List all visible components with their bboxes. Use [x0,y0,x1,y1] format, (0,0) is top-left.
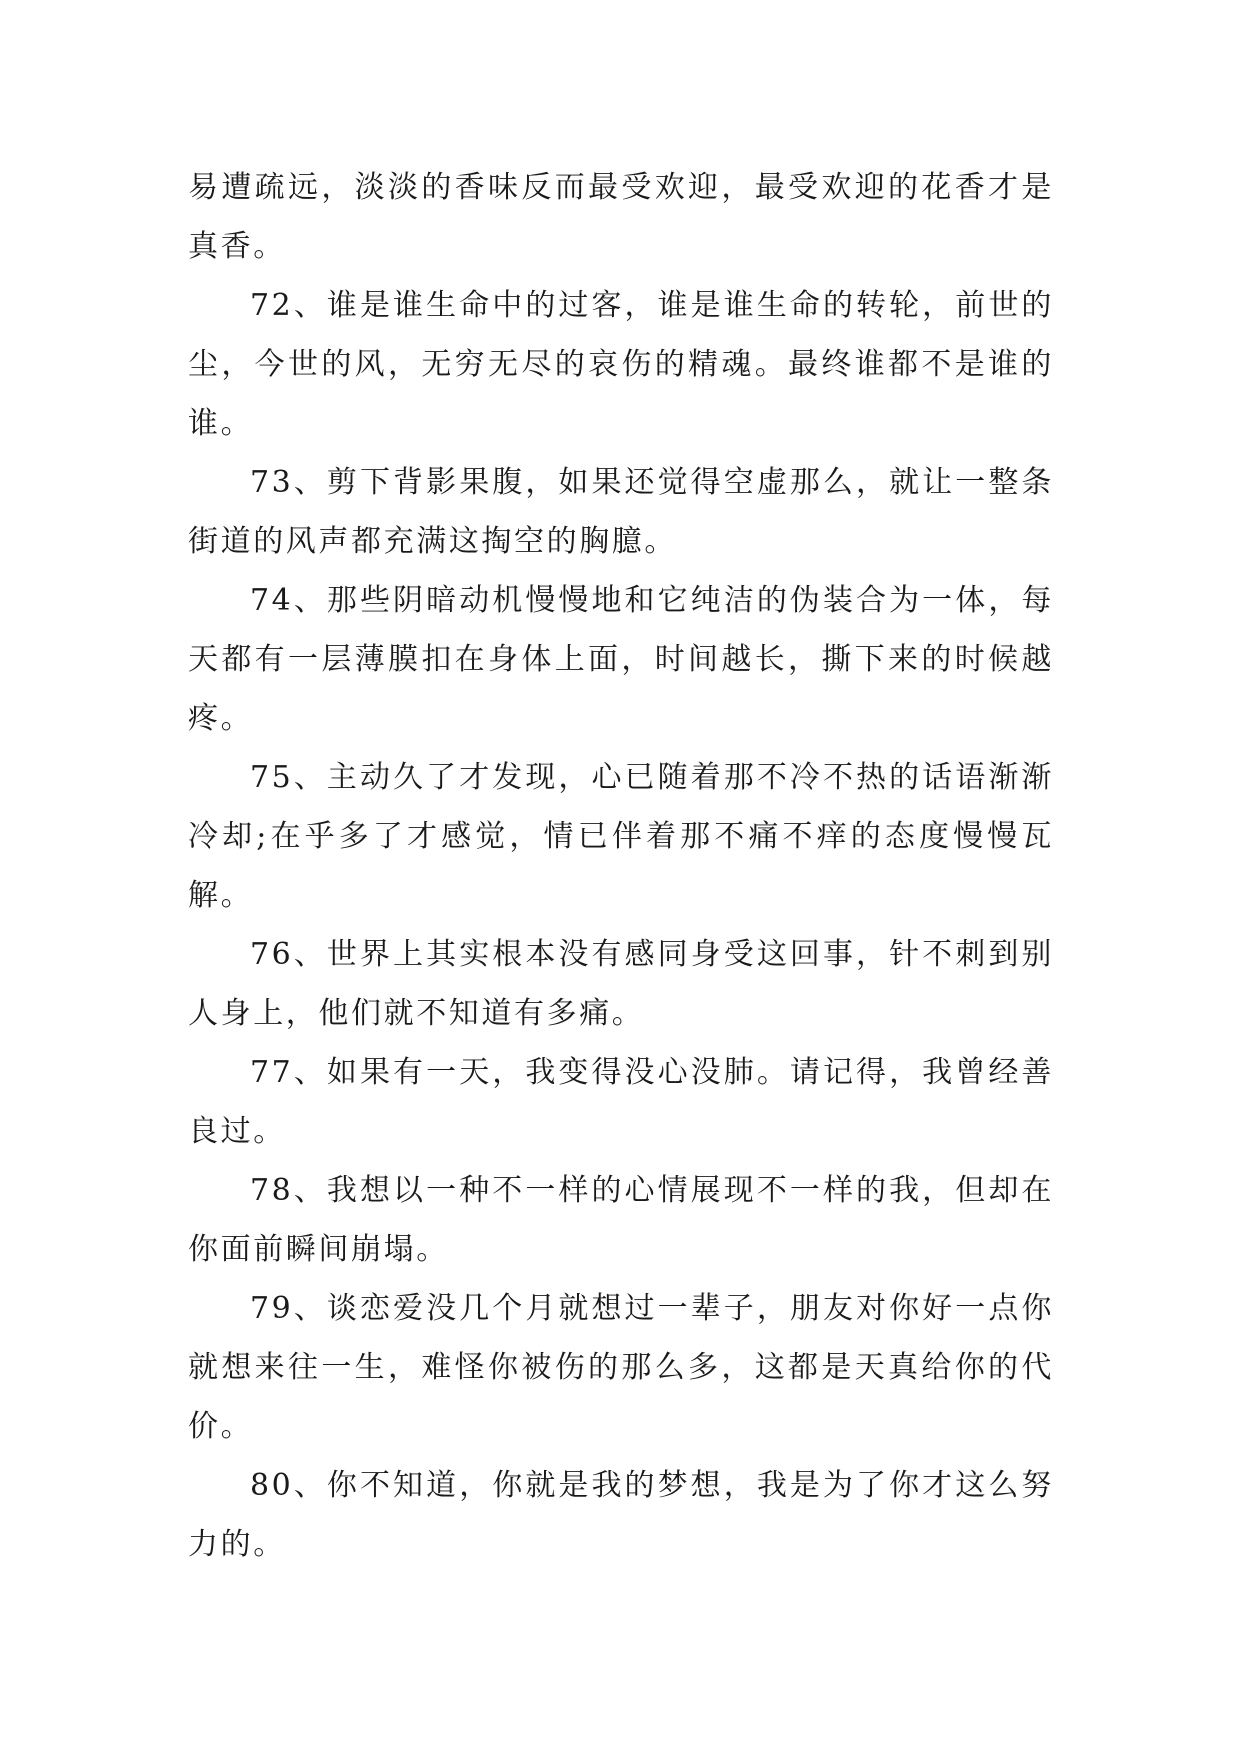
paragraph-item-78: 78、我想以一种不一样的心情展现不一样的我，但却在你面前瞬间崩塌。 [188,1173,1054,1267]
paragraph-item-77: 77、如果有一天，我变得没心没肺。请记得，我曾经善良过。 [188,1055,1054,1149]
document-body [188,158,1054,1574]
paragraph-continuation: 易遭疏远，淡淡的香味反而最受欢迎，最受欢迎的花香才是真香。 [188,170,1054,264]
paragraph-item-75: 75、主动久了才发现，心已随着那不冷不热的话语渐渐冷却;在乎多了才感觉，情已伴着那不痛不痒的态度慢慢瓦解。 [188,760,1054,913]
paragraph-item-74: 74、那些阴暗动机慢慢地和它纯洁的伪装合为一体，每天都有一层薄膜扣在身体上面，时间越长，撕下来的时候越疼。 [188,583,1054,736]
paragraph-item-72: 72、谁是谁生命中的过客，谁是谁生命的转轮，前世的尘，今世的风，无穷无尽的哀伤的精魂。最终谁都不是谁的谁。 [188,288,1054,441]
paragraph-item-73: 73、剪下背影果腹，如果还觉得空虚那么，就让一整条街道的风声都充满这掏空的胸臆。 [188,465,1054,559]
paragraph-item-79: 79、谈恋爱没几个月就想过一辈子，朋友对你好一点你就想来往一生，难怪你被伤的那么多，这都是天真给你的代价。 [188,1291,1054,1444]
paragraph-item-76: 76、世界上其实根本没有感同身受这回事，针不刺到别人身上，他们就不知道有多痛。 [188,937,1054,1031]
paragraph-item-80: 80、你不知道，你就是我的梦想，我是为了你才这么努力的。 [188,1468,1054,1562]
